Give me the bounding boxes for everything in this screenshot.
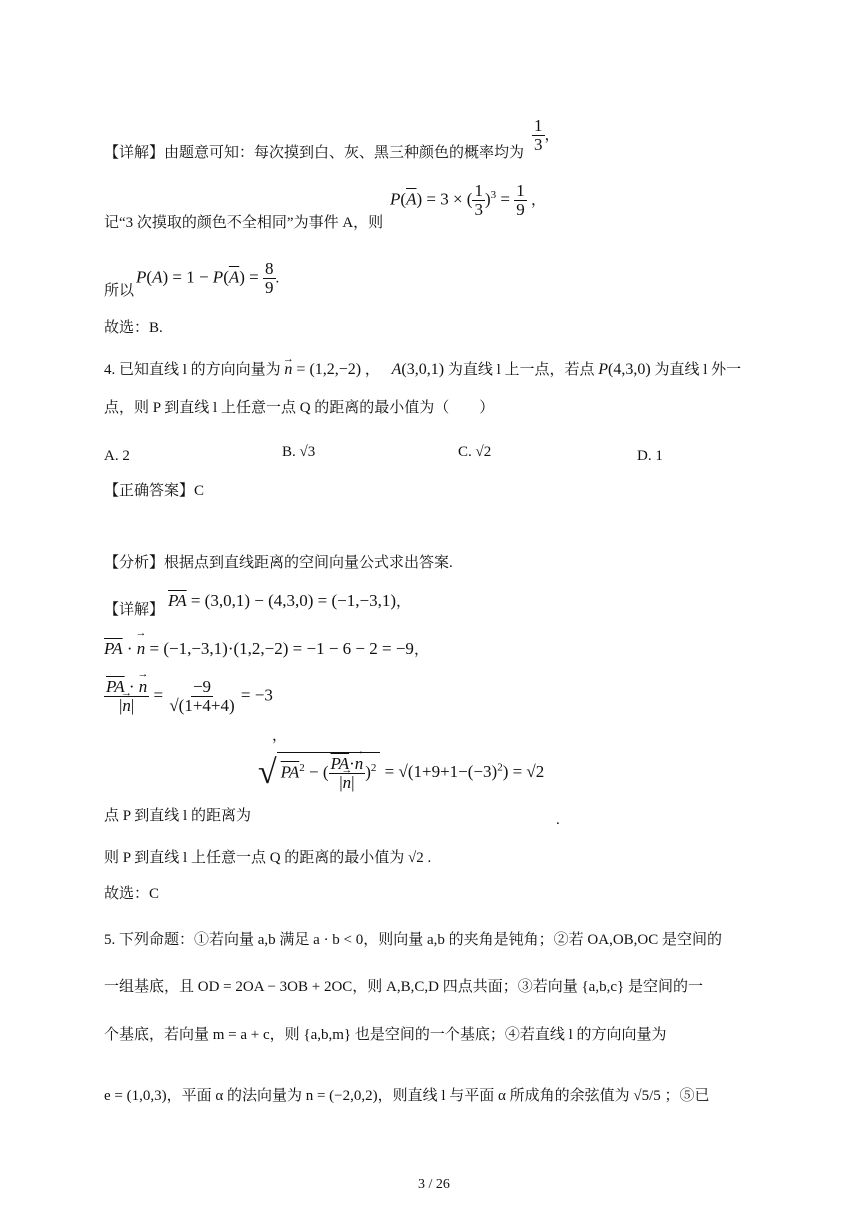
equation-p-complement: $P(\overline{A}) = 3$ × ( $\frac{1}{3}$ )$^3$ = $\frac{1}{9}$ ，: [390, 181, 546, 219]
document-page: 【详解】由题意可知：每次摸到白、灰、黑三种颜色的概率均为 $\frac{1}{3}$ ， 记“3 次摸取的颜色不全相同”为事件 A，则 $P(\overline{A}) = 3$ × ( $\frac{1}{3}$ )$^3$ = $\frac{1}{9}$ ， 所以 $P(A) = 1 - P(\overline{A})$ = $\frac{8}{9}$ . 故选：B. 4. 已知直线 l 的方向向量为 → n = (1,2,−2) ， A(3,0,1) 为直线 l 上一点，若点 P(4,3,0) 为直线 l 外一 点，则 P 到直线 l 上任意一点 Q 的距离的最小值为（ ） A. 2 B. √3 C. √2 D. 1 【正确答案】C 【分析】根据点到直线距离的空间向量公式求出答案. 【详解】 $\overline{PA} = (3,0,1) - (4,3,0) = (-1,-3,1)$， $\overline{PA}$ · → n = (−1,−3,1)·(1,2,−2) = −1 − 6 − 2 = −9， $\frac{\overline{PA} \cdot \to n}{|\to n|}$ = $\frac{-9}{√(1+4+4)}$ = −3 ， 点 P 到直线 l 的距离为 √ $PA^2$ − ( $\frac{\overline{PA}\cdot\to n}{|\to n|}$ )$^2 = √(1+9+1-(-3)^2) = √2$ . 则 P 到直线 l 上任意一点 Q 的距离的最小值为 √2 . 故选：C 5. 下列命题：①若向量 a,b 满足 a · b < 0，则向量 a,b 的夹角是钝角；②若 OA,OB,OC 是空间的 一组基底，且 OD = 2OA − 3OB + 2OC，则 A,B,C,D 四点共面；③若向量 {a,b,c} 是空间的一 个基底，若向量 m = a + c，则 {a,b,m} 也是空间的一个基底；④若直线 l 的方向向量为 e = (1,0,3)，平面 α 的法向量为 n = (−2,0,2)，则直线 l 与平面 α 所成角的余弦值为 √5/5 ；⑤已 3 / 26: [0, 0, 868, 1227]
choice-q3: 故选：B.: [104, 320, 163, 336]
equation-p-a: $P(A) = 1 - P(\overline{A})$ = $\frac{8}{9}$ .: [136, 259, 280, 297]
option-b: B. √3: [282, 444, 316, 460]
q5-line-3: 个基底，若向量 m = a + c，则 {a,b,m} 也是空间的一个基底；④若直线 l 的方向向量为: [104, 1027, 667, 1043]
equation-dot-product: $\overline{PA}$ · → n = (−1,−3,1)·(1,2,−2) = −1 − 6 − 2 = −9，: [104, 638, 429, 659]
q5-line-2: 一组基底，且 OD = 2OA − 3OB + 2OC，则 A,B,C,D 四点共面；③若向量 {a,b,c} 是空间的一: [104, 979, 703, 995]
q4-conclusion: 则 P 到直线 l 上任意一点 Q 的距离的最小值为 √2 .: [104, 850, 432, 866]
detail-line-1: [104, 143, 524, 163]
choice-q4: 故选：C: [104, 886, 160, 902]
probability-fraction: $\frac{1}{3}$ ，: [534, 116, 560, 154]
detail-line-2: 记“3 次摸取的颜色不全相同”为事件 A，则: [104, 215, 384, 231]
answer: 【正确答案】C: [104, 483, 205, 499]
equation-projection: $\frac{\overline{PA} \cdot \to n}{|\to n|}$ = $\frac{-9}{√(1+4+4)}$ = −3: [104, 678, 273, 715]
q5-line-4: e = (1,0,3)，平面 α 的法向量为 n = (−2,0,2)，则直线 l 与平面 α 所成角的余弦值为 √5/5 ；⑤已: [104, 1088, 710, 1104]
equation-pa: $\overline{PA} = (3,0,1) - (4,3,0) = (-1,-3,1)$，: [168, 591, 411, 610]
distance-label: 点 P 到直线 l 的距离为: [104, 808, 251, 824]
detail-text: 【详解】由题意可知：每次摸到白、灰、黑三种颜色的概率均为: [104, 145, 525, 161]
page-number: 3 / 26: [418, 1177, 450, 1192]
q4-stem-line-1: 4. 已知直线 l 的方向向量为 → n = (1,2,−2) ， A(3,0,1) 为直线 l 上一点，若点 P(4,3,0) 为直线 l 外一: [104, 360, 741, 380]
q5-line-1: 5. 下列命题：①若向量 a,b 满足 a · b < 0，则向量 a,b 的夹角是钝角；②若 OA,OB,OC 是空间的: [104, 932, 723, 948]
option-a: A. 2: [104, 448, 130, 464]
q4-stem-line-2: 点，则 P 到直线 l 上任意一点 Q 的距离的最小值为（ ）: [104, 400, 495, 416]
detail-label: 【详解】: [104, 602, 165, 618]
detail-line-3: 所以: [104, 283, 135, 299]
option-d: D. 1: [637, 448, 663, 464]
analysis: 【分析】根据点到直线距离的空间向量公式求出答案.: [104, 555, 453, 571]
option-c: C. √2: [458, 444, 492, 460]
equation-distance: √ $PA^2$ − ( $\frac{\overline{PA}\cdot\to n}{|\to n|}$ )$^2 = √(1+9+1-(-3)^2) = √2$: [258, 752, 544, 794]
